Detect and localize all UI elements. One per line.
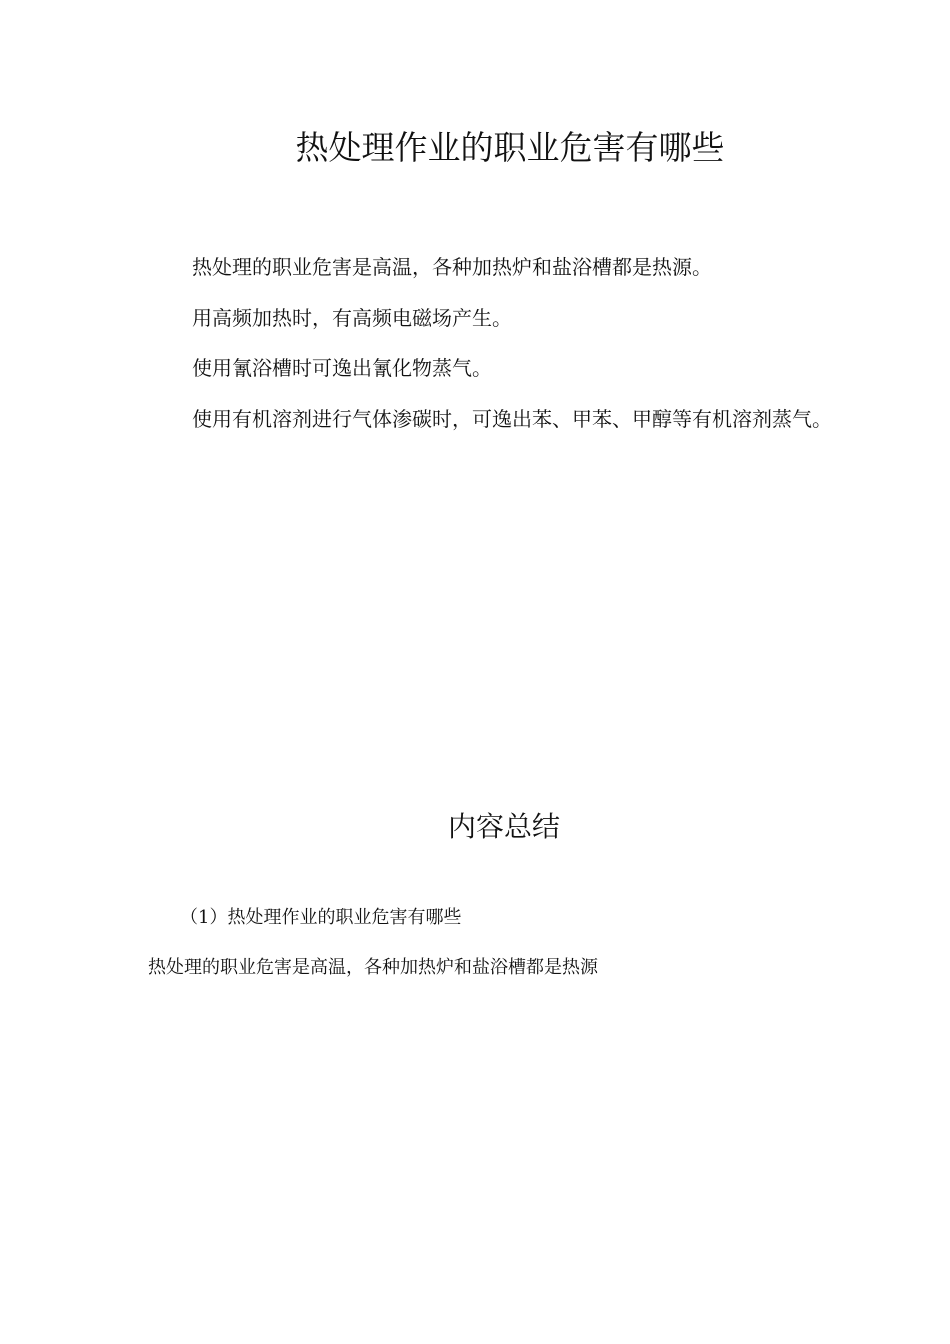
summary-item-1: （1）热处理作业的职业危害有哪些 [180,907,462,928]
paragraph-1: 热处理的职业危害是高温，各种加热炉和盐浴槽都是热源。 [192,255,712,279]
summary-title: 内容总结 [447,810,560,843]
paragraph-4: 使用有机溶剂进行气体渗碳时，可逸出苯、甲苯、甲醇等有机溶剂蒸气。 [192,407,832,431]
paragraph-2: 用高频加热时，有高频电磁场产生。 [192,306,512,330]
page-title: 热处理作业的职业危害有哪些 [295,128,725,167]
summary-item-2: 热处理的职业危害是高温，各种加热炉和盐浴槽都是热源 [148,957,598,978]
paragraph-3: 使用氰浴槽时可逸出氰化物蒸气。 [192,356,492,380]
